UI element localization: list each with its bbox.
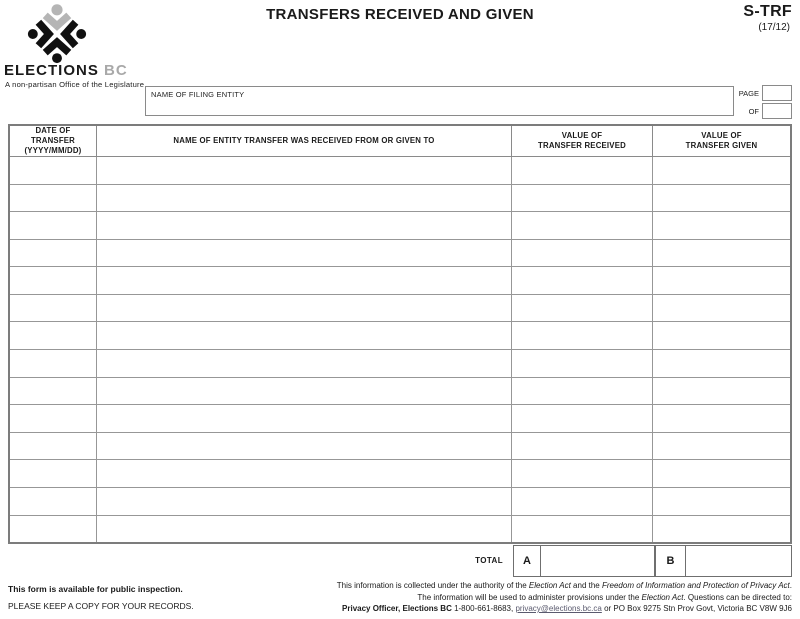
cell-value-received[interactable] [512,378,653,405]
of-label: OF [748,106,759,116]
cell-entity-name[interactable] [97,488,512,515]
cell-entity-name[interactable] [97,433,512,460]
table-header-row [10,126,790,157]
cell-value-received[interactable] [512,460,653,487]
cell-value-received[interactable] [512,350,653,377]
filing-entity-field[interactable] [145,86,734,116]
table-row [10,267,790,295]
table-row [10,433,790,461]
page-number-row [739,85,792,101]
cell-value-given[interactable] [653,460,790,487]
cell-value-given[interactable] [653,516,790,543]
cell-value-given[interactable] [653,267,790,294]
table-row [10,405,790,433]
col-header-value-given: VALUE OF TRANSFER GIVEN [685,131,758,151]
table-body [10,157,790,542]
table-row [10,378,790,406]
cell-entity-name[interactable] [97,157,512,184]
total-a-marker: A [513,545,541,577]
cell-date[interactable] [10,350,97,377]
table-row [10,460,790,488]
cell-entity-name[interactable] [97,378,512,405]
form-code: S-TRF [743,3,792,20]
cell-value-given[interactable] [653,433,790,460]
page-label: PAGE [738,88,759,98]
logo-tagline: A non-partisan Office of the Legislature [5,80,145,89]
cell-date[interactable] [10,322,97,349]
total-given-field[interactable] [686,545,792,577]
cell-value-received[interactable] [512,157,653,184]
cell-date[interactable] [10,267,97,294]
cell-value-given[interactable] [653,212,790,239]
cell-entity-name[interactable] [97,322,512,349]
cell-date[interactable] [10,295,97,322]
public-inspection-note: This form is available for public inspection. [8,584,183,594]
footer-left [8,584,194,611]
form-version: (17/12) [758,22,790,33]
cell-value-received[interactable] [512,267,653,294]
table-row [10,488,790,516]
cell-entity-name[interactable] [97,240,512,267]
col-header-value-received: VALUE OF TRANSFER RECEIVED [512,126,653,156]
cell-date[interactable] [10,212,97,239]
cell-value-given[interactable] [653,240,790,267]
table-row [10,322,790,350]
cell-value-received[interactable] [512,516,653,543]
cell-value-received[interactable] [512,185,653,212]
cell-date[interactable] [10,405,97,432]
total-b-marker: B [655,545,686,577]
table-row [10,516,790,543]
page-of-field[interactable] [762,103,792,119]
cell-date[interactable] [10,460,97,487]
cell-entity-name[interactable] [97,405,512,432]
total-label: TOTAL [475,556,503,565]
table-row [10,157,790,185]
cell-entity-name[interactable] [97,267,512,294]
privacy-line-2: The information will be used to administer provisions under the Election Act. Questions can be directed to: [417,592,792,602]
privacy-line-3: Privacy Officer, Elections BC 1-800-661-8683, privacy@elections.bc.ca or PO Box 9275 Stn Prov Govt, Victoria BC V8W 9J6 [342,604,792,613]
transfers-table [8,124,792,544]
cell-value-given[interactable] [653,378,790,405]
footer-right [337,580,792,615]
cell-value-given[interactable] [653,157,790,184]
cell-value-given[interactable] [653,405,790,432]
page-of-row [749,103,792,119]
cell-entity-name[interactable] [97,212,512,239]
table-row [10,185,790,213]
cell-value-given[interactable] [653,488,790,515]
cell-value-received[interactable] [512,212,653,239]
wordmark-bc: BC [104,62,128,79]
cell-entity-name[interactable] [97,460,512,487]
cell-value-given[interactable] [653,295,790,322]
elections-bc-logo-icon [26,3,88,65]
cell-date[interactable] [10,378,97,405]
col-header-date: DATE OF TRANSFER (YYYY/MM/DD) [10,126,97,156]
keep-copy-note: PLEASE KEEP A COPY FOR YOUR RECORDS. [8,601,194,611]
col-header-entity-name: NAME OF ENTITY TRANSFER WAS RECEIVED FROM OR GIVEN TO [97,126,512,156]
cell-value-given[interactable] [653,350,790,377]
cell-entity-name[interactable] [97,350,512,377]
cell-date[interactable] [10,516,97,543]
cell-value-received[interactable] [512,295,653,322]
cell-date[interactable] [10,240,97,267]
cell-value-received[interactable] [512,488,653,515]
cell-date[interactable] [10,185,97,212]
privacy-line-1: This information is collected under the authority of the Election Act and the Freedom of Information and Protection of Privacy Act. [336,581,792,590]
page-number-field[interactable] [762,85,792,101]
table-row [10,295,790,323]
cell-value-given[interactable] [653,322,790,349]
table-row [10,240,790,268]
table-row [10,350,790,378]
form-code-block [743,3,792,33]
cell-value-given[interactable] [653,185,790,212]
cell-date[interactable] [10,157,97,184]
table-row [10,212,790,240]
cell-entity-name[interactable] [97,185,512,212]
total-row [8,545,792,577]
cell-value-received[interactable] [512,240,653,267]
cell-date[interactable] [10,433,97,460]
wordmark-elections: ELECTIONS [4,62,99,79]
total-received-field[interactable] [541,545,655,577]
elections-bc-wordmark [4,62,128,79]
cell-entity-name[interactable] [97,516,512,543]
privacy-email-link[interactable]: privacy@elections.bc.ca [515,604,602,613]
cell-value-received[interactable] [512,433,653,460]
filing-entity-label: NAME OF FILING ENTITY [151,90,245,99]
cell-entity-name[interactable] [97,295,512,322]
cell-value-received[interactable] [512,322,653,349]
cell-date[interactable] [10,488,97,515]
page-title: TRANSFERS RECEIVED AND GIVEN [266,6,534,23]
cell-value-received[interactable] [512,405,653,432]
